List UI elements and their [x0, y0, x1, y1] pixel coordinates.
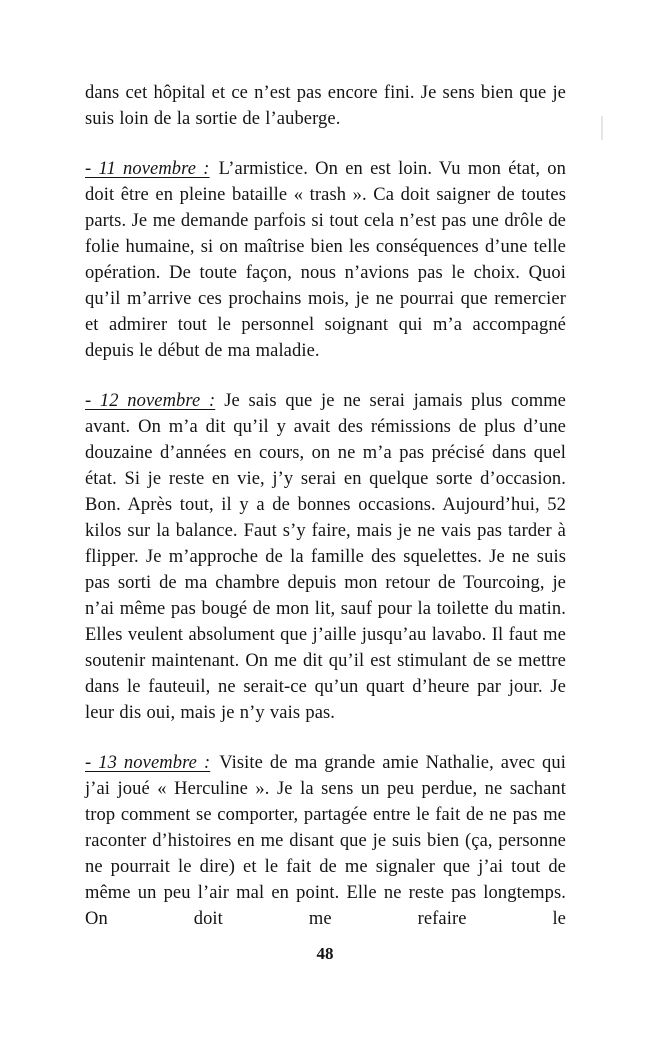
paragraph-entry-11-novembre	[85, 156, 566, 364]
paragraph-continuation	[85, 80, 566, 132]
scan-artifact	[601, 116, 603, 140]
paragraph-text: Je sais que je ne serai jamais plus comme avant. On m’a dit qu’il y avait des rémissions de plus d’une douzaine d’années en cours, on ne m’a pas précisé dans quel état. Si je reste en vie, j’y serai en quelque sorte d’occasion. Bon. Après tout, il y a de bonnes occasions. Aujourd’hui, 52 kilos sur la balance. Faut s’y faire, mais je ne vais pas tarder à flipper. Je m’approche de la famille des squelettes. Je ne suis pas sorti de ma chambre depuis mon retour de Tourcoing, je n’ai même pas bougé de mon lit, sauf pour la toilette du matin. Elles veulent absolument que j’aille jusqu’au lavabo. Il faut me soutenir maintenant. On me dit qu’il est stimulant de se mettre dans le fauteuil, ne serait-ce qu’un quart d’heure par jour. Je leur dis oui, mais je n’y vais pas.	[85, 391, 566, 723]
entry-date-label: - 11 novembre :	[85, 159, 210, 179]
entry-date-label: - 13 novembre :	[85, 753, 211, 773]
paragraph-entry-12-novembre	[85, 388, 566, 726]
paragraph-text: L’armistice. On en est loin. Vu mon état, on doit être en pleine bataille « trash ». Ca doit saigner de toutes parts. Je me demande parfois si tout cela n’est pas une drôle de folie humaine, si on maîtrise bien les conséquences d’une telle opération. De toute façon, nous n’avions pas le choix. Quoi qu’il m’arrive ces prochains mois, je ne pourrai que remercier et admirer tout le personnel soignant qui m’a accompagné depuis le début de ma maladie.	[85, 159, 566, 361]
page-text	[85, 80, 566, 932]
page-number: 48	[316, 944, 334, 963]
paragraph-text: dans cet hôpital et ce n’est pas encore fini. Je sens bien que je suis loin de la sortie de l’auberge.	[85, 83, 566, 129]
entry-date-label: - 12 novembre :	[85, 391, 216, 411]
paragraph-text: Visite de ma grande amie Nathalie, avec qui j’ai joué « Herculine ». Je la sens un peu perdue, ne sachant trop comment se comporter, partagée entre le fait de ne pas me raconter d’histoires en me disant que je suis bien (ça, personne ne pourrait le dire) et le fait de me signaler que j’ai tout de même un peu l’air mal en point. Elle ne reste pas longtemps. On doit me refaire le	[85, 753, 567, 929]
paragraph-entry-13-novembre	[85, 750, 566, 932]
